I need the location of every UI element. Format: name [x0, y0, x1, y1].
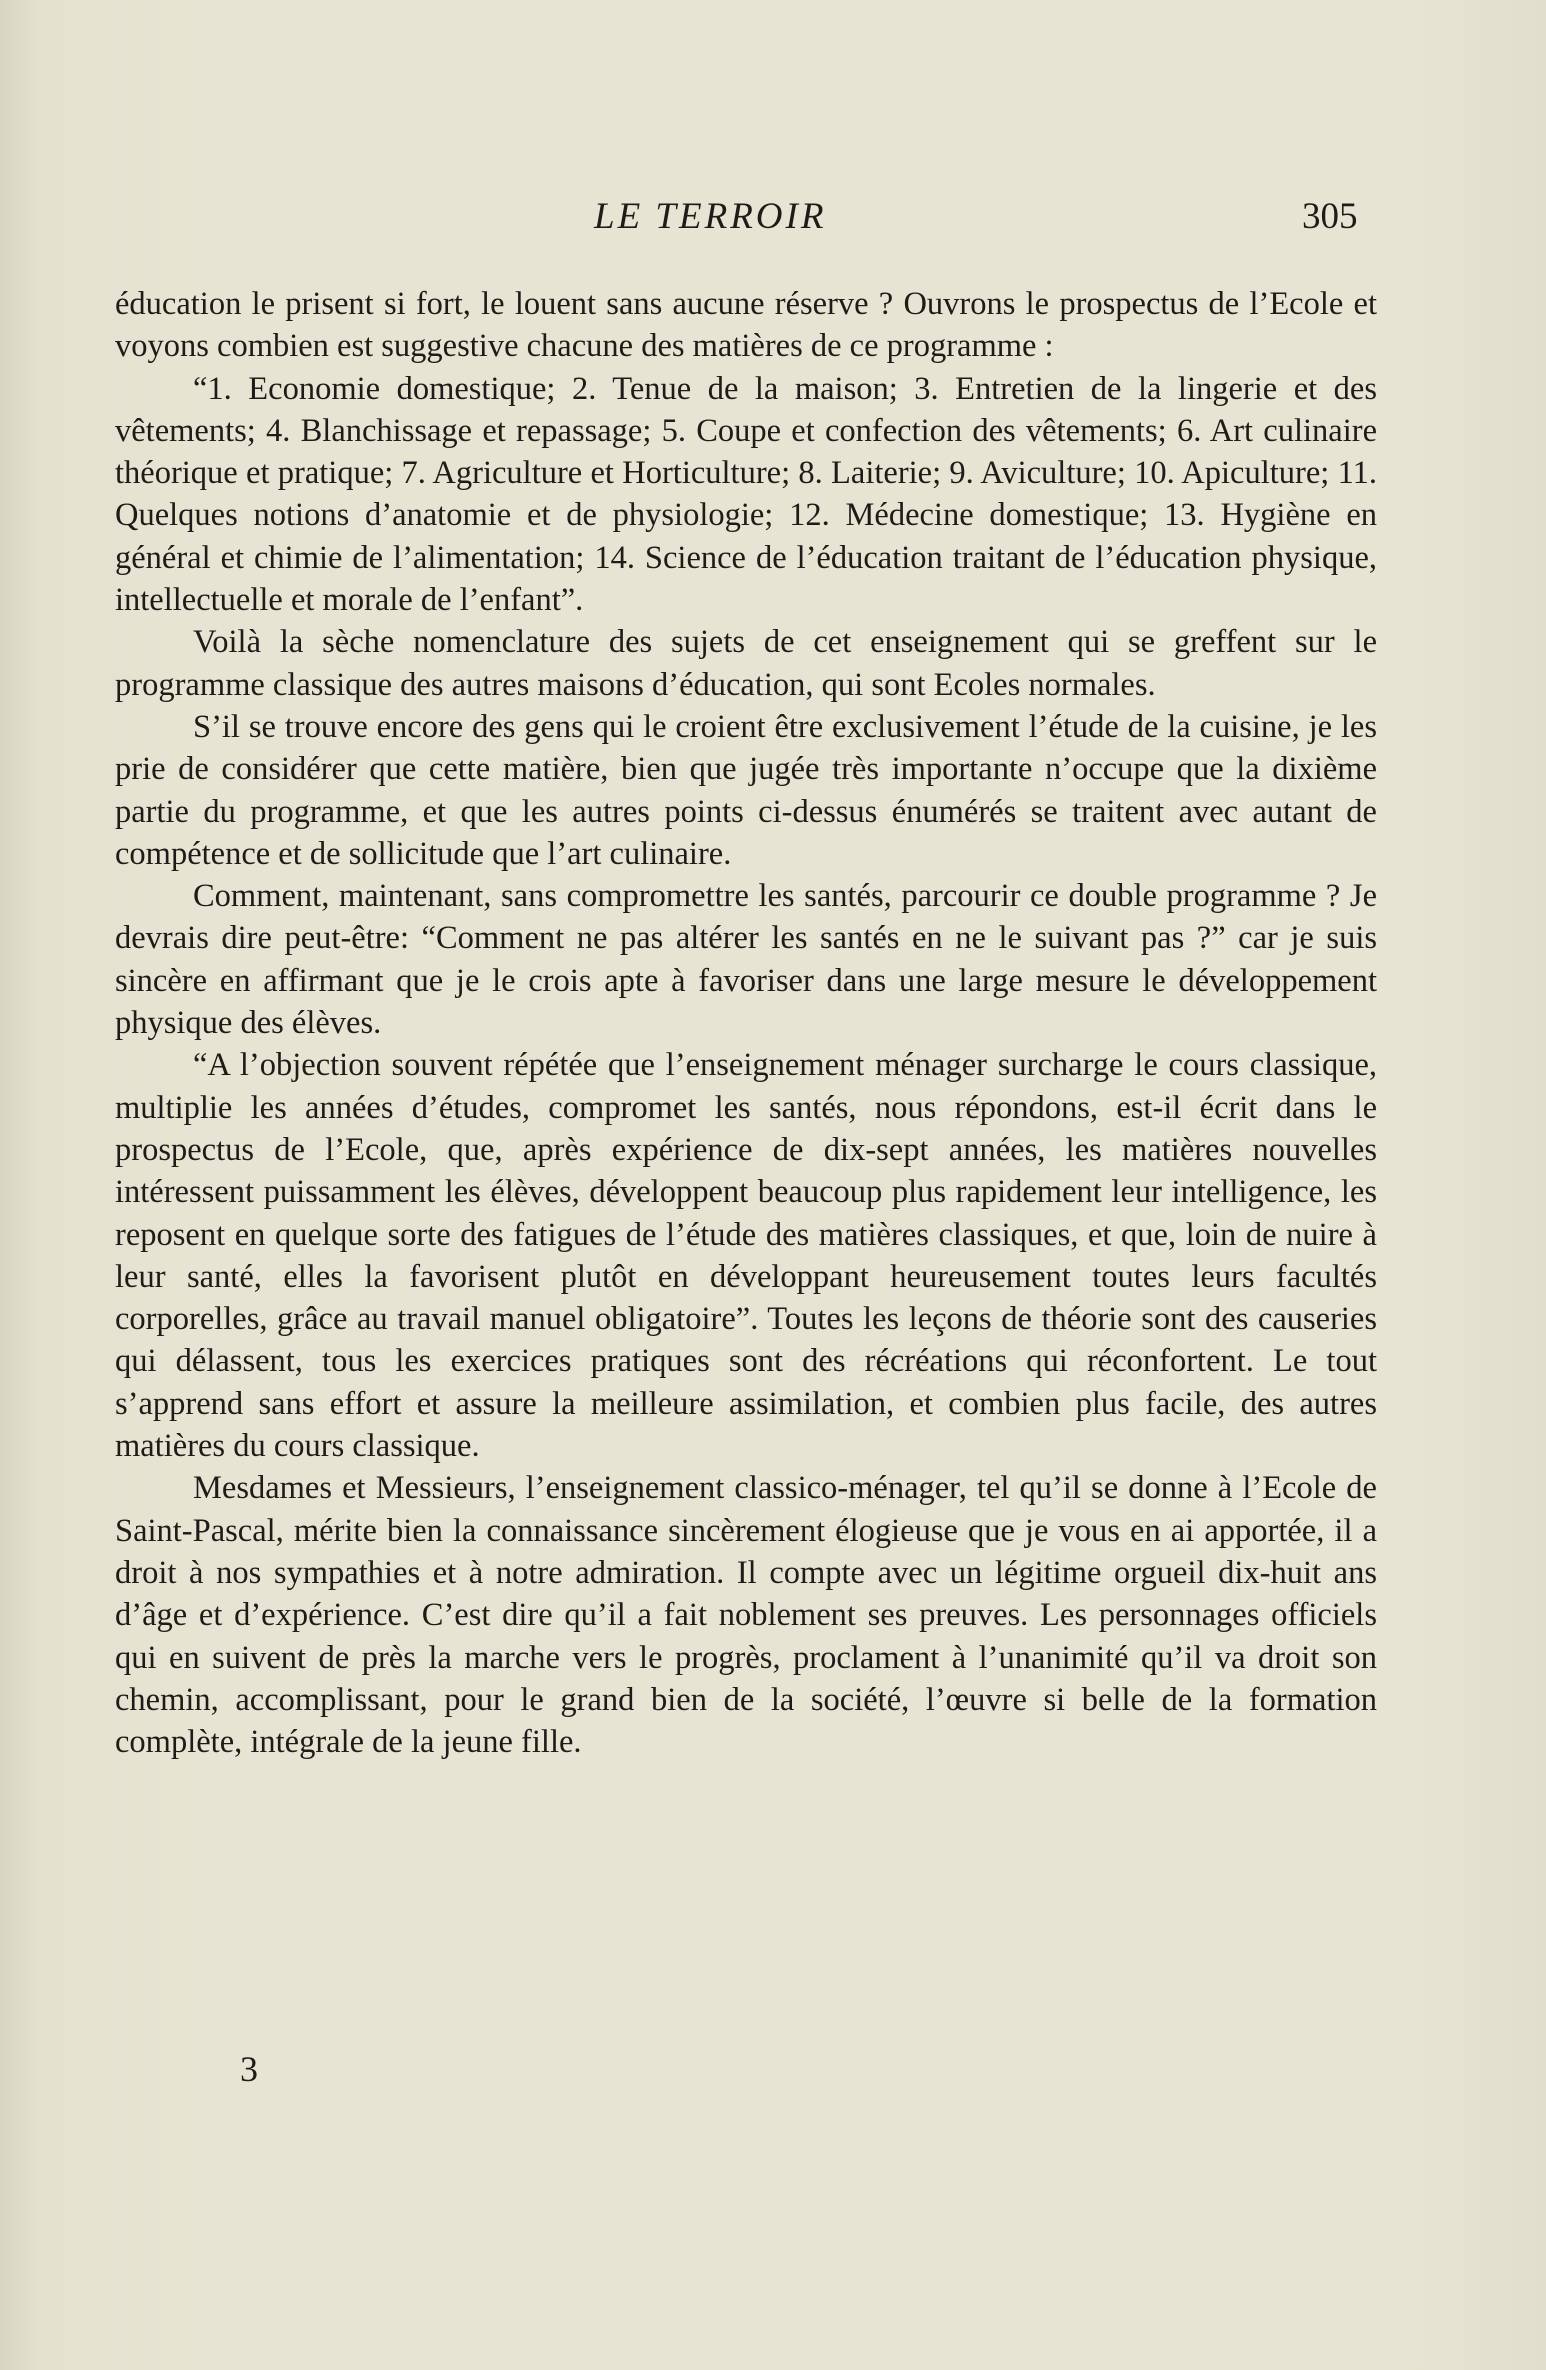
paragraph-program-list: “1. Economie domestique; 2. Tenue de la maison; 3. Entretien de la lingerie et des vêtements; 4. Blanchissage et repassage; 5. Coupe et confection des vêtements; 6. Art culinaire théorique et pratique; 7. Agriculture et Horticulture; 8. Laiterie; 9. Aviculture; 10. Apiculture; 11. Quelques notions d’anatomie et de physiologie; 12. Médecine domestique; 13. Hygiène en général et chimie de l’alimentation; 14. Science de l’éducation traitant de l’éducation physique, intellectuelle et morale de l’enfant”.	[115, 370, 1377, 619]
paragraph: S’il se trouve encore des gens qui le croient être exclusivement l’étude de la cuisine, je les prie de considérer que cette matière, bien que jugée très importante n’occupe que la dixième partie du programme, et que les autres points ci-dessus énumérés se traitent avec autant de compétence et de sollicitude que l’art culinaire.	[115, 708, 1377, 872]
page-number: 305	[1302, 196, 1358, 237]
paragraph: Comment, maintenant, sans compromettre les santés, parcourir ce double programme ? Je devrais dire peut-être: “Comment ne pas altérer les santés en ne le suivant pas ?” car je suis sincère en affirmant que je le crois apte à favoriser dans une large mesure le développement physique des élèves.	[115, 878, 1377, 1042]
body-text	[115, 283, 1377, 1763]
paragraph: Voilà la sèche nomenclature des sujets de cet enseignement qui se greffent sur le programme classique des autres maisons d’éducation, qui sont Ecoles normales.	[115, 624, 1377, 703]
paragraph-continuation: éducation le prisent si fort, le louent sans aucune réserve ? Ouvrons le prospectus de l’Ecole et voyons combien est suggestive chacune des matières de ce programme :	[115, 286, 1377, 365]
signature-mark: 3	[240, 2049, 258, 2089]
paragraph-quotation: “A l’objection souvent répétée que l’enseignement ménager surcharge le cours classique, multiplie les années d’études, compromet les santés, nous répondons, est-il écrit dans le prospectus de l’Ecole, que, après expérience de dix-sept années, les matières nouvelles intéressent puissamment les élèves, développent beaucoup plus rapidement leur intelligence, les reposent en quelque sorte des fatigues de l’étude des matières classiques, et que, loin de nuire à leur santé, elles la favorisent plutôt en développant heureusement toutes leurs facultés corporelles, grâce au travail manuel obligatoire”. Toutes les leçons de théorie sont des causeries qui délassent, tous les exercices pratiques sont des récréations qui réconfortent. Le tout s’apprend sans effort et assure la meilleure assimilation, et combien plus facile, des autres matières du cours classique.	[115, 1047, 1377, 1465]
paragraph: Mesdames et Messieurs, l’enseignement classico-ménager, tel qu’il se donne à l’Ecole de Saint-Pascal, mérite bien la connaissance sincèrement élogieuse que je vous en ai apportée, il a droit à nos sympathies et à notre admiration. Il compte avec un légitime orgueil dix-huit ans d’âge et d’expérience. C’est dire qu’il a fait noblement ses preuves. Les personnages officiels qui en suivent de près la marche vers le progrès, proclament à l’unanimité qu’il va droit son chemin, accomplissant, pour le grand bien de la société, l’œuvre si belle de la formation complète, intégrale de la jeune fille.	[115, 1470, 1377, 1761]
running-title: LE TERROIR	[594, 196, 827, 237]
running-head	[0, 195, 1546, 245]
